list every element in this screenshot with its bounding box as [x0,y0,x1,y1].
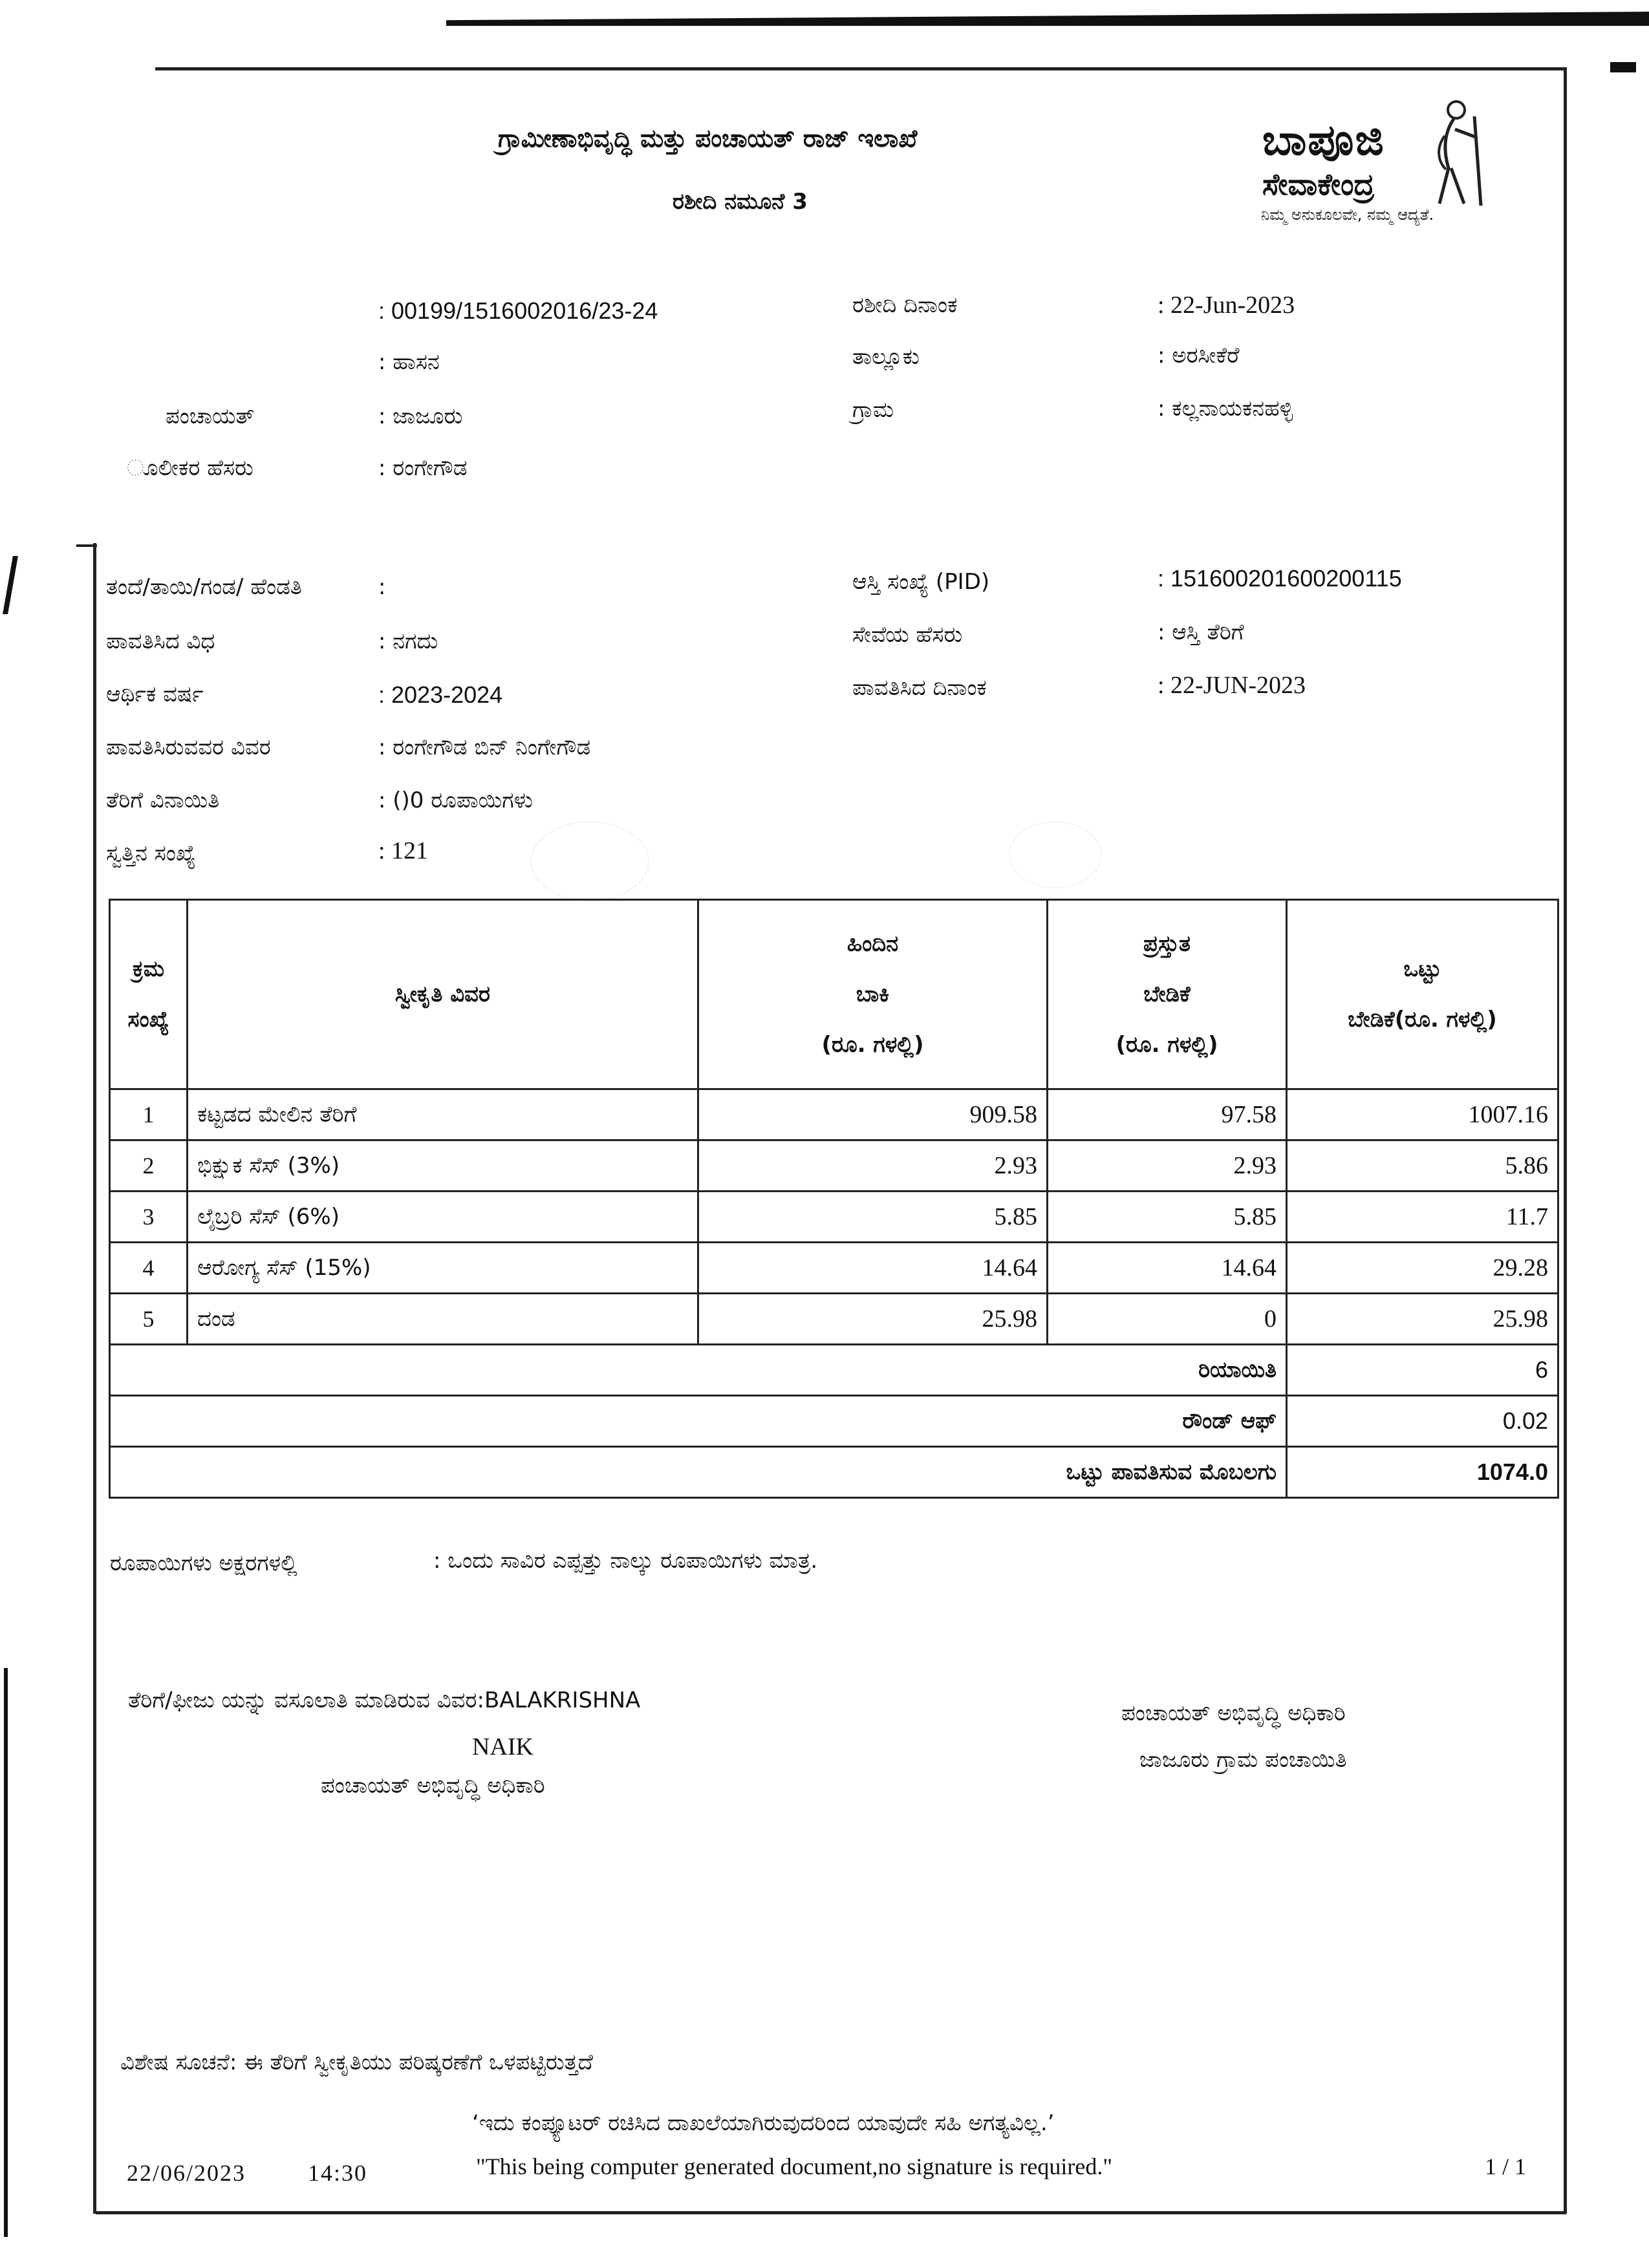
payment-mode-value: : ನಗದು [378,628,438,654]
roundoff-label: ರೌಂಡ್ ಆಫ್ [110,1396,1287,1447]
header-total-demand: ಒಟ್ಟು ಬೇಡಿಕೆ(ರೂ. ಗಳಲ್ಲಿ) [1287,900,1558,1089]
row-current-demand: 2.93 [1048,1140,1287,1192]
receipt-table [109,899,1559,1499]
receipt-date-label: ರಶೀದಿ ದಿನಾಂಕ [852,292,958,318]
row-total-demand: 29.28 [1287,1243,1558,1294]
row-sno: 4 [110,1243,188,1294]
officer-designation: ಪಂಚಾಯತ್ ಅಭಿವೃದ್ಧಿ ಅಧಿಕಾರಿ [1121,1700,1346,1726]
scan-edge-mark [3,556,18,614]
payer-details-label: ಪಾವತಿಸಿರುವವರ ವಿವರ [106,734,271,760]
amount-in-words-value: : ಒಂದು ಸಾವಿರ ಎಪ್ಪತ್ತು ನಾಲ್ಕು ರೂಪಾಯಿಗಳು ಮಾತ್ರ. [433,1548,818,1574]
receipt-frame [93,543,96,2214]
tax-exemption-label: ತೆರಿಗೆ ವಿನಾಯಿತಿ [106,787,220,813]
panchayat-label: ಪಂಚಾಯತ್ [166,403,255,429]
header-previous-due: ಹಿಂದಿನ ಬಾಕಿ (ರೂ. ಗಳಲ್ಲಿ) [698,900,1048,1089]
rebate-row [110,1345,1558,1396]
village-label: ಗ್ರಾಮ [852,397,894,423]
rebate-value: 6 [1287,1345,1558,1396]
grand-total-row [110,1447,1558,1498]
panchayat-value: : ಜಾಜೂರು [378,403,463,429]
row-description: ದಂಡ [188,1294,698,1345]
pid-value: : 151600201600200115 [1158,565,1402,592]
row-sno: 5 [110,1294,188,1345]
row-sno: 3 [110,1192,188,1243]
taluk-value: : ಅರಸೀಕೆರೆ [1158,343,1240,369]
row-total-demand: 11.7 [1287,1192,1558,1243]
row-description: ಭಿಕ್ಷುಕ ಸೆಸ್ (3%) [188,1140,698,1192]
row-description: ಆರೋಗ್ಯ ಸೆಸ್ (15%) [188,1243,698,1294]
paid-date-label: ಪಾವತಿಸಿದ ದಿನಾಂಕ [852,675,987,701]
row-previous-due: 25.98 [698,1294,1048,1345]
relation-label: ತಂದೆ/ತಾಯಿ/ಗಂಡ/ ಹೆಂಡತಿ [106,574,302,600]
financial-year-label: ಆರ್ಥಿಕ ವರ್ಷ [106,681,204,707]
rebate-label: ರಿಯಾಯಿತಿ [110,1345,1287,1396]
table-row [110,1089,1558,1140]
table-row [110,1243,1558,1294]
paid-date-value: : 22-JUN-2023 [1158,672,1306,699]
header-description: ಸ್ವೀಕೃತಿ ವಿವರ [188,900,698,1089]
officer-office: ಜಾಜೂರು ಗ್ರಾಮ ಪಂಚಾಯಿತಿ [1139,1747,1347,1773]
table-row [110,1294,1558,1345]
row-current-demand: 14.64 [1048,1243,1287,1294]
roundoff-row [110,1396,1558,1447]
roundoff-value: 0.02 [1287,1396,1558,1447]
row-total-demand: 1007.16 [1287,1089,1558,1140]
row-previous-due: 14.64 [698,1243,1048,1294]
header-current-demand: ಪ್ರಸ್ತುತ ಬೇಡಿಕೆ (ರೂ. ಗಳಲ್ಲಿ) [1048,900,1287,1089]
tax-exemption-value: : ()0 ರೂಪಾಯಿಗಳು [378,787,533,813]
village-value: : ಕಲ್ಲನಾಯಕನಹಳ್ಳಿ [1158,396,1293,422]
service-name-label: ಸೇವೆಯ ಹೆಸರು [852,622,963,648]
row-description: ಲೈಬ್ರರಿ ಸೆಸ್ (6%) [188,1192,698,1243]
row-current-demand: 97.58 [1048,1089,1287,1140]
row-total-demand: 5.86 [1287,1140,1558,1192]
row-current-demand: 0 [1048,1294,1287,1345]
row-current-demand: 5.85 [1048,1192,1287,1243]
receipt-frame [155,67,1566,70]
print-time: 14:30 [308,2160,368,2186]
print-date: 22/06/2023 [127,2160,246,2186]
special-note: ವಿಶೇಷ ಸೂಚನೆ: ಈ ತೆರಿಗೆ ಸ್ವೀಕೃತಿಯು ಪರಿಷ್ಕರಣೆಗೆ ಒಳಪಟ್ಟಿರುತ್ತದೆ [120,2049,593,2075]
grand-total-value: 1074.0 [1287,1447,1558,1498]
scan-edge-mark [1610,62,1636,72]
pid-label: ಆಸ್ತಿ ಸಂಖ್ಯೆ (PID) [852,569,990,595]
grand-total-label: ಒಟ್ಟು ಪಾವತಿಸುವ ಮೊಬಲಗು [110,1447,1287,1498]
header-sno: ಕ್ರಮ ಸಂಖ್ಯೆ [110,900,188,1089]
receipt-date-value: : 22-Jun-2023 [1158,292,1295,319]
collector-details: ತೆರಿಗೆ/ಫೀಜು ಯನ್ನು ವಸೂಲಾತಿ ಮಾಡಿರುವ ವಿವರ:BALAKRISHNA [128,1687,641,1713]
computer-generated-note-kannada: ‘ಇದು ಕಂಪ್ಯೂಟರ್ ರಚಿಸಿದ ದಾಖಲೆಯಾಗಿರುವುದರಿಂದ ಯಾವುದೇ ಸಹಿ ಅಗತ್ಯವಿಲ್ಲ.’ [472,2110,1055,2136]
row-previous-due: 2.93 [698,1140,1048,1192]
row-description: ಕಟ್ಟಡದ ಮೇಲಿನ ತೆರಿಗೆ [188,1089,698,1140]
logo-name: ಬಾಪೂಜಿ [1262,115,1385,165]
row-sno: 1 [110,1089,188,1140]
form-name: ರಶೀದಿ ನಮೂನೆ 3 [673,189,808,215]
row-previous-due: 5.85 [698,1192,1048,1243]
table-row [110,1140,1558,1192]
payment-mode-label: ಪಾವತಿಸಿದ ವಿಧ [106,628,215,654]
service-name-value: : ಆಸ್ತಿ ತೆರಿಗೆ [1158,619,1244,645]
financial-year-value: : 2023-2024 [378,681,503,708]
watermark [530,821,649,901]
gandhi-walking-figure-icon [1416,97,1494,207]
table-row [110,1192,1558,1243]
receipt-frame [1564,67,1567,2214]
receipt-frame [96,2211,1566,2214]
relation-value: : [378,574,386,600]
page-number: 1 / 1 [1485,2154,1527,2179]
logo-tagline: ನಿಮ್ಮ ಅನುಕೂಲವೇ, ನಮ್ಮ ಆದ್ಯತೆ. [1261,206,1434,224]
payer-name-value: : ರಂಗೇಗೌಡ [378,455,468,481]
amount-in-words-label: ರೂಪಾಯಿಗಳು ಅಕ್ಷರಗಳಲ್ಲಿ [110,1550,297,1576]
district-value: : ಹಾಸನ [378,349,440,375]
watermark [1009,821,1102,888]
taluk-label: ತಾಲ್ಲೂಕು [852,344,920,370]
collector-designation: ಪಂಚಾಯತ್ ಅಭಿವೃದ್ಧಿ ಅಧಿಕಾರಿ [321,1773,545,1799]
payer-name-label: ೂಲೀಕರ ಹೆಸರು [127,455,253,481]
table-header-row [110,900,1558,1089]
department-title: ಗ್ರಾಮೀಣಾಭಿವೃದ್ಧಿ ಮತ್ತು ಪಂಚಾಯತ್ ರಾಜ್ ಇಲಾಖೆ [498,124,918,153]
receipt-number: : 00199/1516002016/23-24 [378,297,658,324]
scan-edge-mark [4,1668,8,2237]
property-number-label: ಸ್ವತ್ತಿನ ಸಂಖ್ಯೆ [106,840,196,866]
property-number-value: : 121 [378,837,429,864]
scan-edge-mark [446,12,1649,26]
row-sno: 2 [110,1140,188,1192]
collector-name: NAIK [472,1733,534,1760]
payer-details-value: : ರಂಗೇಗೌಡ ಬಿನ್ ನಿಂಗೇಗೌಡ [378,734,591,760]
row-previous-due: 909.58 [698,1089,1048,1140]
logo-subtitle: ಸೇವಾಕೇಂದ್ರ [1262,167,1375,202]
receipt-frame [76,544,97,547]
computer-generated-note-english: "This being computer generated document,no signature is required." [476,2154,1113,2179]
row-total-demand: 25.98 [1287,1294,1558,1345]
